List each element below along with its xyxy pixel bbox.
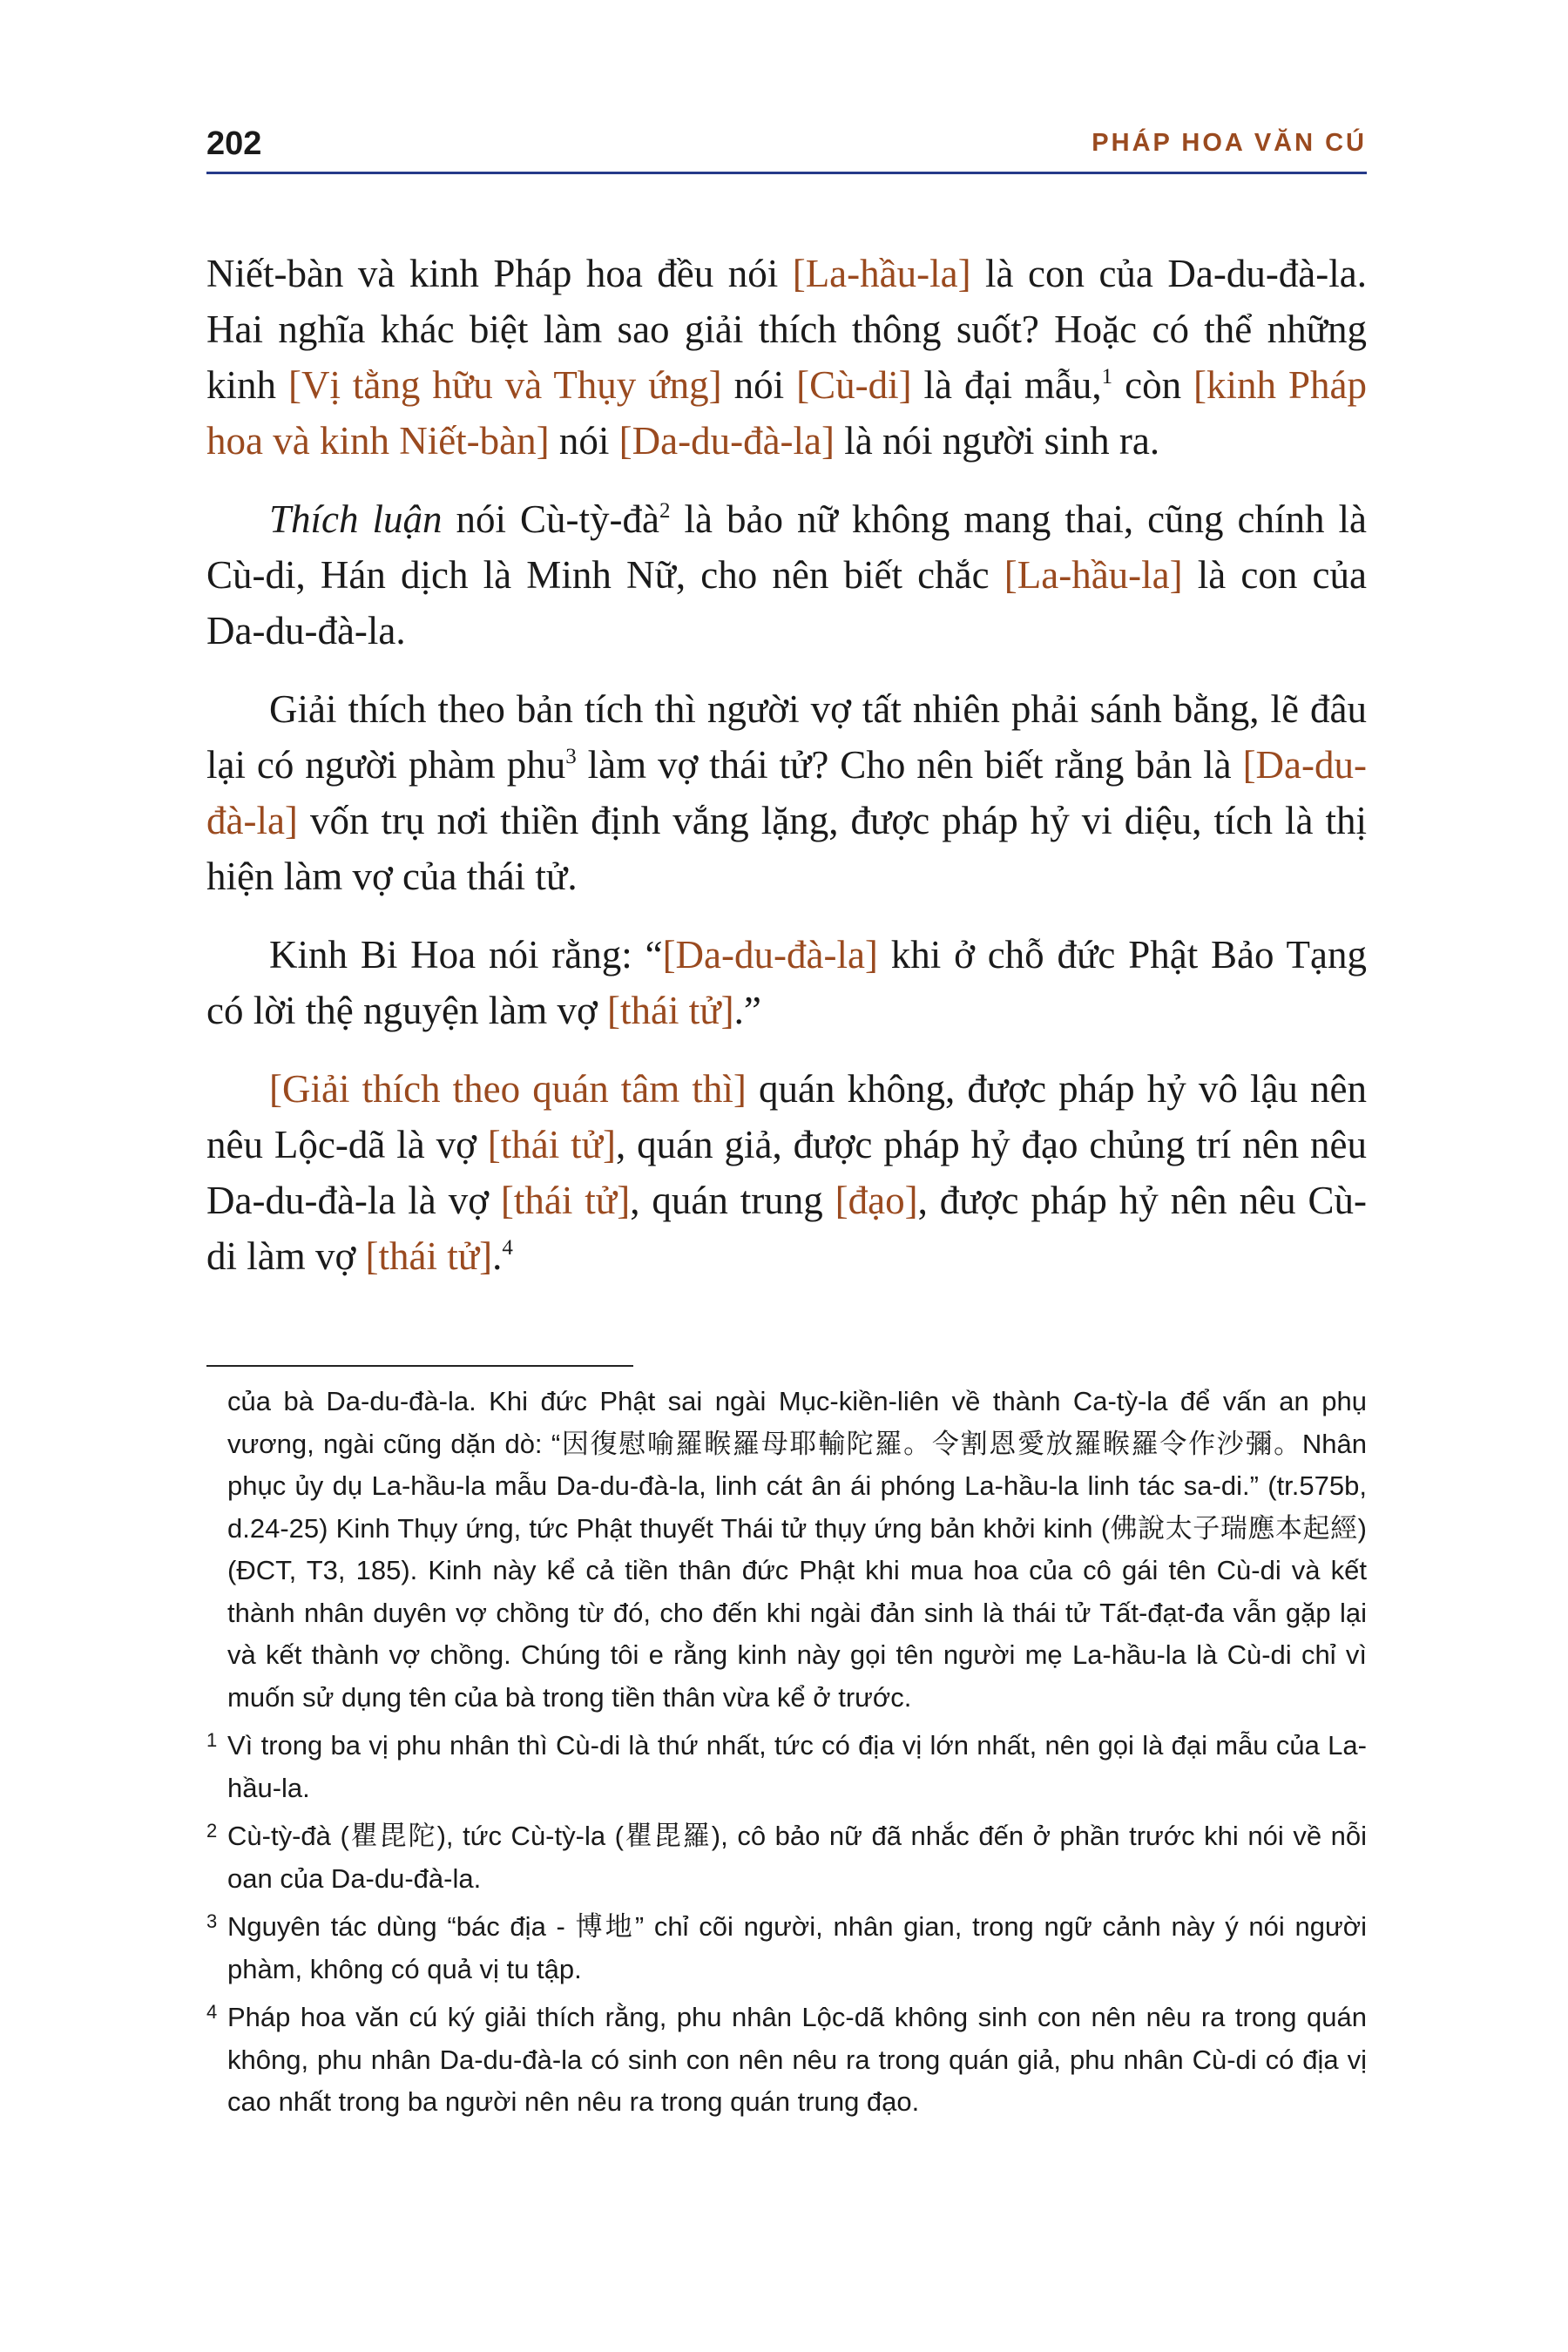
- text-run: nói: [549, 419, 619, 463]
- footnote-4: 4 Pháp hoa văn cú ký giải thích rằng, phu nhân Lộc-dã không sinh con nên nêu ra trong quán không, phu nhân Da-du-đà-la có sinh con nên nêu ra trong quán giả, phu nhân Cù-di có địa vị cao nhất trong ba người nên nêu ra trong quán trung đạo.: [206, 2001, 1367, 2117]
- footnote-ref[interactable]: 3: [565, 745, 577, 768]
- text-run: , quán trung: [630, 1179, 835, 1222]
- page-number: 202: [206, 125, 262, 162]
- footnote-ref[interactable]: 4: [502, 1236, 513, 1260]
- paragraph-3: [206, 681, 1367, 904]
- bracketed-insert: [Giải thích theo quán tâm thì]: [269, 1067, 747, 1111]
- bracketed-insert: [La-hầu-la]: [1004, 553, 1183, 597]
- bracketed-insert: [đạo]: [835, 1179, 918, 1222]
- footnote-continued: của bà Da-du-đà-la. Khi đức Phật sai ngài Mục-kiền-liên về thành Ca-tỳ-la để vấn an phụ vương, ngài cũng dặn dò: “因復慰喻羅睺羅母耶輸陀羅。令割恩愛放羅睺羅令作沙彌。Nhân phục ủy dụ La-hầu-la mẫu Da-du-đà-la, linh cát ân ái phóng La-hầu-la linh tác sa-di.” (tr.575b, d.24-25) Kinh Thụy ứng, tức Phật thuyết Thái tử thụy ứng bản khởi kinh (佛說太子瑞應本起經) (ĐCT, T3, 185). Kinh này kể cả tiền thân đức Phật khi mua hoa của cô gái tên Cù-di và kết thành nhân duyên vợ chồng từ đó, cho đến khi ngài đản sinh là thái tử Tất-đạt-đa vẫn gặp lại và kết thành vợ chồng. Chúng tôi e rằng kinh này gọi tên người mẹ La-hầu-la là Cù-di chỉ vì muốn sử dụng tên của bà trong tiền thân vừa kể ở trước.: [227, 1386, 1367, 1713]
- footnote-text: Pháp hoa văn cú ký giải thích rằng, phu nhân Lộc-dã không sinh con nên nêu ra trong quán không, phu nhân Da-du-đà-la có sinh con nên nêu ra trong quán giả, phu nhân Cù-di có địa vị cao nhất trong ba người nên nêu ra trong quán trung đạo.: [227, 2002, 1367, 2117]
- footnote-2: 2 Cù-tỳ-đà (瞿毘陀), tức Cù-tỳ-la (瞿毘羅), cô bảo nữ đã nhắc đến ở phần trước khi nói về nỗi oan của Da-du-đà-la.: [206, 1820, 1367, 1894]
- paragraph-5: [206, 1061, 1367, 1284]
- footnote-1: 1 Vì trong ba vị phu nhân thì Cù-di là thứ nhất, tức có địa vị lớn nhất, nên gọi là đại mẫu của La-hầu-la.: [206, 1729, 1367, 1803]
- paragraph-4: [206, 927, 1367, 1038]
- text-run: Kinh Bi Hoa nói rằng: “: [269, 933, 663, 977]
- text-run: nói: [721, 363, 797, 407]
- bracketed-insert: [kinh Pháp hoa và kinh Niết-bàn]: [206, 363, 1367, 463]
- text-run: vốn trụ nơi thiền định vắng lặng, được pháp hỷ vi diệu, tích là thị hiện làm vợ của thái tử.: [206, 799, 1367, 898]
- bracketed-insert: [La-hầu-la]: [792, 252, 971, 295]
- footnote-3: 3 Nguyên tác dùng “bác địa - 博地” chỉ cõi người, nhân gian, trong ngữ cảnh này ý nói người phàm, không có quả vị tu tập.: [206, 1910, 1367, 1984]
- text-run: là nói người sinh ra.: [835, 419, 1160, 463]
- bracketed-insert: [Da-du-đà-la]: [662, 933, 878, 977]
- text-run: Niết-bàn và kinh Pháp hoa đều nói: [206, 252, 793, 295]
- bracketed-insert: [thái tử]: [500, 1179, 631, 1222]
- text-run: .: [492, 1234, 503, 1278]
- text-run: quán không, được pháp hỷ vô lậu nên nêu Lộc-dã là vợ: [206, 1067, 1367, 1166]
- footnote-ref[interactable]: 1: [1101, 365, 1113, 389]
- footnote-separator: [206, 1365, 633, 1367]
- footnote-ref[interactable]: 2: [659, 499, 671, 523]
- page-header: [206, 120, 1367, 174]
- text-run: là đại mẫu,: [911, 363, 1102, 407]
- footnote-text: Nguyên tác dùng “bác địa - 博地” chỉ cõi người, nhân gian, trong ngữ cảnh này ý nói người phàm, không có quả vị tu tập.: [227, 1911, 1367, 1984]
- bracketed-insert: [Cù-di]: [796, 363, 912, 407]
- text-run: là bảo nữ không mang thai, cũng chính là Cù-di, Hán dịch là Minh Nữ, cho nên biết chắc: [206, 497, 1368, 597]
- text-run: .”: [733, 989, 761, 1032]
- footnotes: [206, 1381, 1367, 2130]
- paragraph-2: [206, 491, 1367, 659]
- text-run: , được pháp hỷ nên nêu Cù-di làm vợ: [206, 1179, 1367, 1278]
- header-rule: [206, 172, 1367, 174]
- paragraph-1: [206, 246, 1367, 469]
- main-text: [206, 246, 1367, 1307]
- text-run: khi ở chỗ đức Phật Bảo Tạng có lời thệ nguyện làm vợ: [206, 933, 1367, 1032]
- bracketed-insert: [thái tử]: [487, 1123, 617, 1166]
- bracketed-insert: [Da-du-đà-la]: [206, 743, 1367, 842]
- text-run: là con của Da-du-đà-la. Hai nghĩa khác biệt làm sao giải thích thông suốt? Hoặc có thể những kinh: [206, 252, 1367, 407]
- footnote-text: Cù-tỳ-đà (瞿毘陀), tức Cù-tỳ-la (瞿毘羅), cô bảo nữ đã nhắc đến ở phần trước khi nói về nỗi oan của Da-du-đà-la.: [227, 1821, 1367, 1894]
- bracketed-insert: [thái tử]: [365, 1234, 493, 1278]
- bracketed-insert: [Da-du-đà-la]: [618, 419, 835, 463]
- bracketed-insert: [thái tử]: [607, 989, 734, 1032]
- running-title: PHÁP HOA VĂN CÚ: [1092, 129, 1367, 157]
- work-title: Thích luận: [269, 497, 443, 541]
- bracketed-insert: [Vị tằng hữu và Thụy ứng]: [287, 363, 722, 407]
- text-run: nói Cù-tỳ-đà: [442, 497, 659, 541]
- text-run: làm vợ thái tử? Cho nên biết rằng bản là: [576, 743, 1243, 787]
- footnote-text: Vì trong ba vị phu nhân thì Cù-di là thứ nhất, tức có địa vị lớn nhất, nên gọi là đại mẫu của La-hầu-la.: [227, 1730, 1367, 1803]
- text-run: là con của Da-du-đà-la.: [206, 553, 1367, 652]
- text-run: , quán giả, được pháp hỷ đạo chủng trí nên nêu Da-du-đà-la là vợ: [206, 1123, 1368, 1222]
- text-run: Giải thích theo bản tích thì người vợ tất nhiên phải sánh bằng, lẽ đâu lại có người phàm phu: [206, 687, 1367, 787]
- text-run: còn: [1112, 363, 1194, 407]
